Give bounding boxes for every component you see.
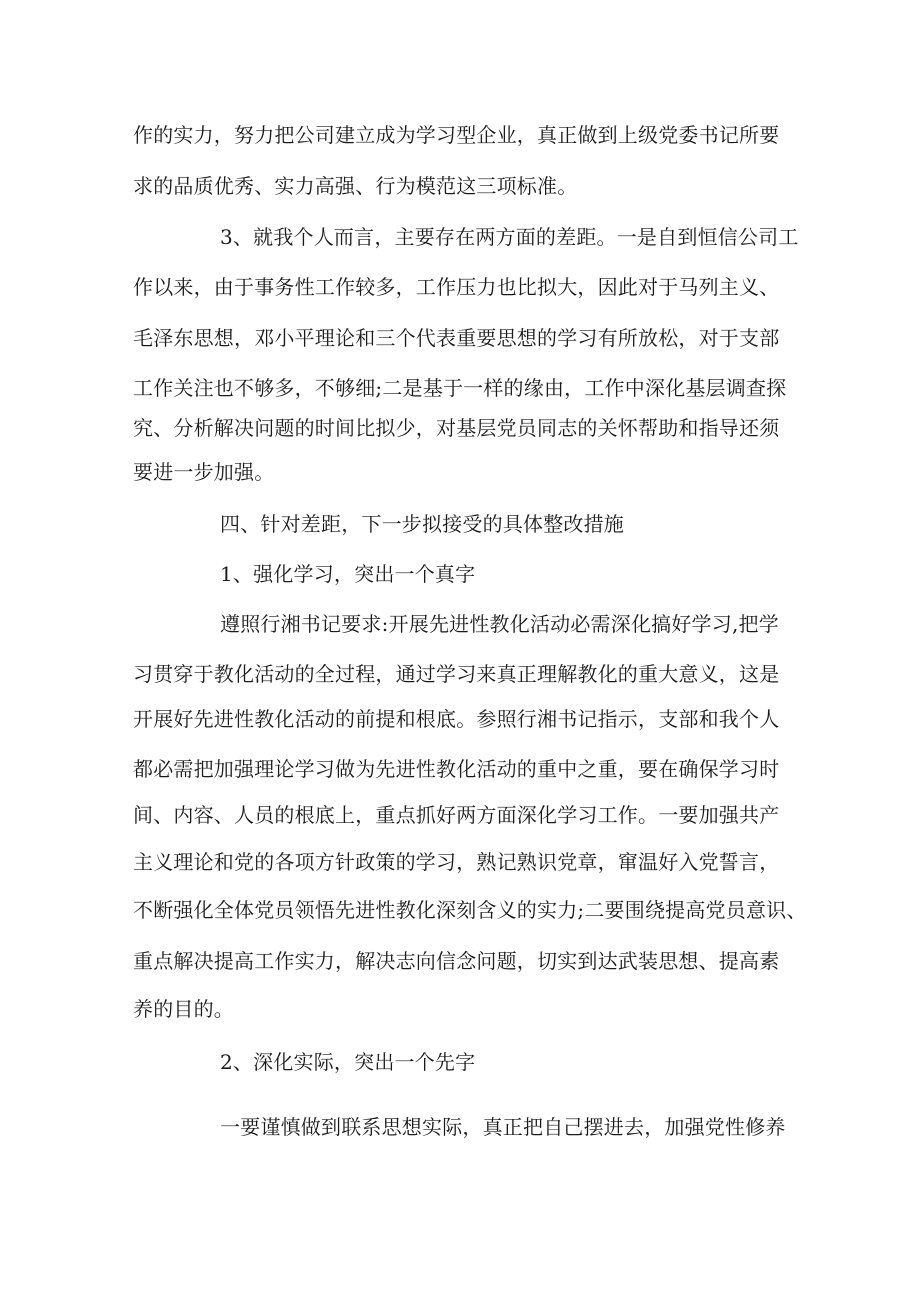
body-line: 养的目的。 [133, 997, 234, 1021]
body-line: 究、分析解决问题的时间比拟少，对基层党员同志的关怀帮助和指导还须 [133, 416, 780, 440]
body-line: 间、内容、人员的根底上，重点抓好两方面深化学习工作。一要加强共产 [133, 803, 780, 827]
body-line: 工作关注也不够多，不够细;二是基于一样的缘由，工作中深化基层调查探 [133, 376, 787, 400]
body-line: 重点解决提高工作实力，解决志向信念问题，切实到达武装思想、提高素 [133, 949, 780, 973]
subsection-heading: 1、强化学习，突出一个真字 [220, 562, 476, 586]
body-line: 作以来，由于事务性工作较多，工作压力也比拟大，因此对于马列主义、 [133, 275, 780, 299]
body-line: 求的品质优秀、实力高强、行为模范这三项标准。 [133, 174, 578, 198]
body-line: 毛泽东思想，邓小平理论和三个代表重要思想的学习有所放松，对于支部 [133, 326, 780, 350]
subsection-heading: 2、深化实际，突出一个先字 [220, 1050, 476, 1074]
body-line: 作的实力，努力把公司建立成为学习型企业，真正做到上级党委书记所要 [133, 123, 780, 147]
body-line: 一要谨慎做到联系思想实际，真正把自己摆进去，加强党性修养 [220, 1115, 786, 1139]
body-line: 不断强化全体党员领悟先进性教化深刻含义的实力;二要围绕提高党员意识、 [133, 898, 807, 922]
body-line: 遵照行湘书记要求:开展先进性教化活动必需深化搞好学习,把学 [220, 612, 779, 636]
body-line: 习贯穿于教化活动的全过程，通过学习来真正理解教化的重大意义，这是 [133, 662, 780, 686]
body-line: 都必需把加强理论学习做为先进性教化活动的重中之重，要在确保学习时 [133, 757, 780, 781]
body-line: 要进一步加强。 [133, 460, 275, 484]
body-line: 开展好先进性教化活动的前提和根底。参照行湘书记指示，支部和我个人 [133, 707, 780, 731]
section-heading: 四、针对差距，下一步拟接受的具体整改措施 [220, 512, 624, 536]
body-line: 3、就我个人而言，主要存在两方面的差距。一是自到恒信公司工 [220, 225, 799, 249]
body-line: 主义理论和党的各项方针政策的学习，熟记熟识党章，窜温好入党誓言， [133, 850, 780, 874]
